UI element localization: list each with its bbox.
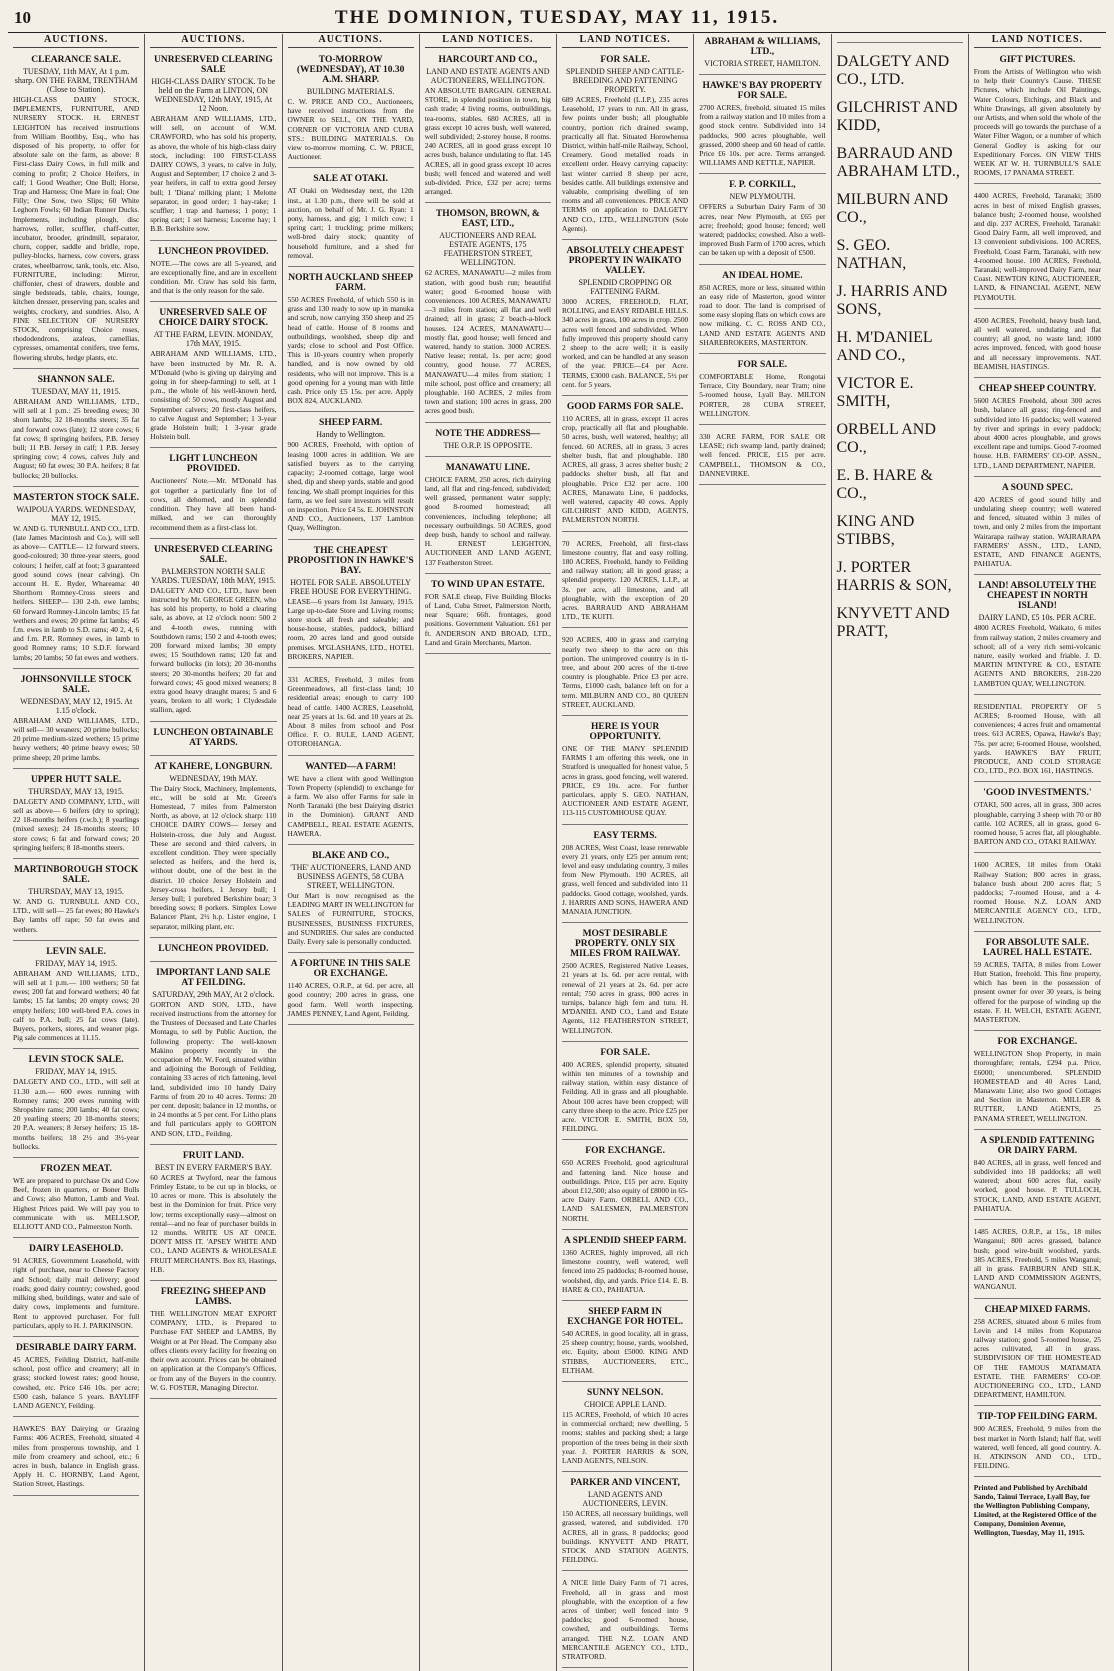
ad-heading: TO WIND UP AN ESTATE. <box>431 579 545 590</box>
advertisement <box>562 1475 688 1571</box>
newspaper-title: THE DOMINION, TUESDAY, MAY 11, 1915. <box>334 7 780 28</box>
advertisement <box>13 52 139 369</box>
column-header: LAND NOTICES. <box>562 34 688 48</box>
ad-subheading: FRIDAY, MAY 14, 1915. <box>35 1067 117 1077</box>
ad-body: 4400 ACRES, Freehold, Taranaki; 3500 acres in best of mixed English grasses, balance bush; 2-roomed house, woolshed and dip. 237 ACRES, Freehold, Taranaki: Good Dairy Farm, all well improved, and 13 convenient subdivisions. 100 ACRES, Freehold, Coast Farm, Taranaki, with new 4-roomed house. 100 ACRES, Freehold, Taranaki; well-improved Dairy Farm, near Coast. NEWTON KING, AUCTIONEER, LAND, & FINANCIAL AGENT, NEW PLYMOUTH. <box>973 191 1101 302</box>
columns-container <box>8 34 1106 1661</box>
ad-heading: UNRESERVED CLEARING SALE <box>154 55 273 75</box>
ad-body: W. AND G. TURNBULL AND CO., LTD., will sell— 25 fat ewes; 80 Hawke's Bay lambs off rape; 50 fat ewes and wethers. <box>13 897 140 934</box>
ad-body: 91 ACRES, Government Leasehold, with right of purchase, near to Cheese Factory and School; daily mail delivery; good roads; good dairy country; cowshed, good milking shed, buildings, water and sale of dairy cows, implements and furniture. Rent to approved purchaser. For full particulars, apply to H. J. PARKINSON. <box>13 1256 140 1330</box>
ad-heading: GIFT PICTURES. <box>999 55 1076 65</box>
ad-body: A NICE little Dairy Farm of 71 acres, Freehold, all in grass and most ploughable, with the exception of a few acres of timber; well fenced into 9 paddocks; good 6-roomed house, cowshed, and outbuildings. Terms arranged. THE N.Z. LOAN AND MERCANTILE AGENCY CO., LTD., STRATFORD. <box>562 1578 689 1661</box>
advertisement <box>288 671 414 756</box>
advertisement <box>425 577 551 654</box>
ad-body: 400 ACRES, splendid property, situated within ten minutes of a township and railway station, within easy distance of Feilding. All in grass and all ploughable. About 100 acres have been cropped; will carry three sheep to the acre. Price £25 per acre. VICTOR E. SMITH, BOX 59, FEILDING. <box>562 1059 689 1134</box>
ad-heading: IMPORTANT LAND SALE AT FEILDING. <box>156 967 271 988</box>
advertisement <box>150 725 276 756</box>
advertisement <box>150 1284 276 1399</box>
column-6 <box>694 34 831 1671</box>
ad-subheading: THURSDAY, MAY 13, 1915. <box>28 786 124 796</box>
ad-body: 1360 ACRES, highly improved, all rich limestone country, well watered, well fenced into 25 paddocks; 8-roomed house, woolshed, dip, and yards. Price £14. E. B. HARE & CO., PAHIATUA. <box>562 1247 689 1294</box>
column-header: LAND NOTICES. <box>974 34 1101 48</box>
firm-name: VICTOR E. SMITH, <box>836 375 914 410</box>
ad-body: HIGH-CLASS DAIRY STOCK, IMPLEMENTS, FURNITURE, AND NURSERY STOCK. H. ERNEST LEIGHTON has received instructions from William Boothby, Esq., who has disposed of his property, to offer for absolute sale on the farm, as above: 8 First-class Dairy Cows, in full milk and coming to profit; 2 Choice Heifers, in calf; 1 Good Weather; One Bull; Horse, Trap and Harness; One Mare in foal; One Filly; One Sow, two Slips; 60 White Leghorn Fowls; 60 Indian Runner Ducks. Implements, including plough, disc harrows, roller, scuffler, chaff-cutter, incubator, brooder, grindmill, separator, churn, copper, saddle and bridle, rope, pulley-blocks, harness, cow covers, grass crates, wheelbarrow, tank, tools, etc. Also, FURNITURE, including: Mirror, chiffonier, chest of drawers, double and single bedsteads, table, chairs, lounge, kitchen dresser, preserving pan, scales and weights, crockery, and sundries. Also, A FINE SELECTION OF NURSERY STOCK, comprising Choice roses, rhododendrons, azaleas, camellias, cypresses, ornamental conifers, tree ferns, flowering shrubs, hedge plants, etc. <box>13 95 140 362</box>
ad-subheading: NEW PLYMOUTH. <box>729 192 796 202</box>
ad-body: 59 ACRES, TAITA, 8 miles from Lower Hutt Station, freehold. This fine property, which has been in the possession of present owner for over 30 years, is being offered for the purpose of winding up the estate. F. H. WELCH, ESTATE AGENT, MASTERTON. <box>973 959 1101 1025</box>
ad-body: 60 ACRES at Twyford, near the famous Frimley Estate, to be cut up in blocks, or 10 acres or more. This is absolutely the best in the Dominion for fruit. Price very low; terms exceptionally easy—almost on rental—and no fear of purchaser builds in 12 months. WRITE US AT ONCE. DON'T MISS IT. 'APSEY WHITE AND CO., LAND AGENTS & WHOLESALE FRUIT MERCHANTS. Box 83, Hastings, H.B. <box>150 1172 277 1274</box>
ad-heading: HAWKE'S BAY PROPERTY FOR SALE. <box>702 81 823 101</box>
ad-heading: DAIRY LEASEHOLD. <box>28 1244 124 1255</box>
ad-subheading: FRIDAY, MAY 14, 1915. <box>35 958 117 968</box>
ad-body: 689 ACRES, Freehold (L.I.P.), 235 acres Leasehold, 17 years to run. All in grass, few points under bush; all ploughable country, portion rich drained swamp, practically all flat. Situated Horowhenua District, within half-mile Railway, School, Creamery. Good metalled roads in excellent order. Heavy carrying capacity: last winter carried 8 sheep per acre, besides cattle. All buildings extensive and valuable, comprising dwelling of ten rooms and all conveniences. PRICE AND TERMS on application to DALGETY AND CO., LTD., WELLINGTON (Sole Agents). <box>562 95 689 233</box>
ad-subheading: THURSDAY, MAY 13, 1915. <box>28 887 124 896</box>
ad-subheading: TUESDAY, 11th MAY, At 1 p.m. sharp. ON THE FARM, TRENTHAM (Close to Station). <box>14 67 138 94</box>
advertisement <box>562 399 688 531</box>
column-header: LAND NOTICES. <box>425 34 551 48</box>
ad-body: 900 ACRES, Freehold, with option of leasing 1000 acres in addition. We are satisfied buyers as to the carrying capacity; 2-roomed cottage, large wool shed, dip and sheep yards, stable and good fencing. We shall prompt inquiries for this farm, as we feel sure investors will result on inspection. Price £4 5s. E. JOHNSTON AND CO., Auctioneers, 137 Lambton Quay, Wellington. <box>287 440 414 533</box>
ad-subheading: THE O.R.P. IS OPPOSITE. <box>443 440 533 450</box>
ad-heading: HARCOURT AND CO., <box>438 55 538 65</box>
advertisement <box>13 862 139 941</box>
ad-heading: UPPER HUTT SALE. <box>30 774 122 785</box>
column-header: AUCTIONS. <box>150 34 276 48</box>
advertisement <box>699 357 825 425</box>
advertisement <box>562 535 688 629</box>
ad-heading: FOR SALE. <box>737 360 788 371</box>
ad-heading: LEVIN STOCK SALE. <box>28 1055 124 1066</box>
ad-subheading: Handy to Wellington. <box>316 430 385 440</box>
ad-subheading: SATURDAY, 29th MAY, At 2 o'clock. <box>152 989 275 999</box>
ad-body: ABRAHAM AND WILLIAMS, LTD., will sell, on account of W.M. CRAWFORD, who has sold his property, as above, the whole of his high-class dairy stock, including: 100 FIRST-CLASS DAIRY COWS, 3 years, to calve in July, August and September; 17 choice 2 and 3-year heifers, in calf to extra good Jersey bull; 1 'Diana' milking plant; 1 Melotte separator, in good order; 1 hay-rake; 1 scuffler; 1 trap and harness; 1 pony; 1 spring cart; 1 set harness; Lucerne hay; 1 B.B. Berkshire sow. <box>150 114 277 234</box>
advertisement <box>13 944 139 1050</box>
ad-heading: LEVIN SALE. <box>46 946 106 957</box>
ad-heading: TO-MORROW (WEDNESDAY), AT 10.30 A.M. SHARP. <box>296 55 405 85</box>
column-5 <box>557 34 694 1671</box>
ad-body: 650 ACRES Freehold, good agricultural and fattening land. Nice house and outbuildings. Price, £15 per acre. Equity about £12,500; also equity of £8000 in 65-acre Dairy Farm. ORBELL AND CO., LAND SALESMEN, PALMERSTON NORTH. <box>562 1158 689 1223</box>
ad-body: 550 ACRES Freehold, of which 550 is in grass and 130 ready to sow up in manuka and scrub, now carrying 350 sheep and 25 head of cattle. House of 8 rooms and outbuildings, woolshed, sheep dip and yards; close to school and Post Office. This is 10-years country when properly handled, and is now owned by old residents, who will not improve. This is a good opening for a young man with little cash. Price only £5 15s. per acre. Apply BOX 824, AUCKLAND. <box>287 295 414 406</box>
ad-heading: THE CHEAPEST PROPOSITION IN HAWKE'S BAY. <box>287 545 414 576</box>
ad-heading: LUNCHEON OBTAINABLE AT YARDS. <box>153 727 274 748</box>
advertisement <box>974 187 1101 308</box>
ad-body: 45 ACRES, Feilding District, half-mile school, post office and creamery; all in grass; stocked lowest rates; good house, cowshed, etc. Price £46 10s. per acre; £500 cash, balance 5 years. BAYLIFF LAND AGENCY, Feilding. <box>13 1354 140 1410</box>
firm-name: BARRAUD AND ABRAHAM LTD., <box>836 145 960 180</box>
column-header: AUCTIONS. <box>288 34 414 48</box>
ad-heading: LUNCHEON PROVIDED. <box>158 246 269 257</box>
advertisement <box>150 941 276 962</box>
ad-heading: SHEEP FARM. <box>319 418 383 429</box>
firm-name: KNYVETT AND PRATT, <box>836 605 950 640</box>
ad-body: Our Mart is now recognised as the LEADING MART IN WELLINGTON for SALES of FURNITURE, STOCKS, BUSINESSES, BUSINESS FIXTURES, and SUNDRIES. Our sales are conducted Daily. Every sale is personally conducted. <box>287 890 414 946</box>
advertisement <box>562 52 688 240</box>
ad-heading: FOR SALE. <box>600 1047 650 1058</box>
advertisement <box>699 177 825 264</box>
ad-subheading: 'THE' AUCTIONEERS, LAND AND BUSINESS AGENTS, 58 CUBA STREET, WELLINGTON. <box>290 862 411 890</box>
firm-name: J. HARRIS AND SONS, <box>836 283 948 318</box>
advertisement <box>562 1304 688 1382</box>
advertisement <box>562 1385 688 1472</box>
advertisement <box>288 270 414 412</box>
ad-heading: 'GOOD INVESTMENTS.' <box>983 788 1092 799</box>
ad-heading: FRUIT LAND. <box>182 1150 244 1161</box>
advertisement <box>974 856 1101 931</box>
ad-subheading: PALMERSTON NORTH SALE YARDS. TUESDAY, 18th MAY, 1915. <box>150 566 276 585</box>
ad-body: 4800 ACRES Freehold, Waikato, 6 miles from railway station, 2 miles creamery and school; all of a very rich semi-volcanic nature, easily worked and friable. J. D. MARTIN M'INTYRE & CO., ESTATE AGENTS AND BROKERS, 218-220 LAMBTON QUAY, WELLINGTON. <box>973 623 1101 688</box>
printer-imprint: Printed and Published by Archibald Sando, Tainui Terrace, Lyall Bay, for the Wellington Publishing Company, Limited, at the Registered Office of the Company, Dominion Avenue, Wellington, Tuesday, May 11, 1915. <box>973 1483 1097 1538</box>
ad-body: AT Otaki on Wednesday next, the 12th inst., at 1.30 p.m., there will be sold at auction, on behalf of Mr. J. G. Ryan: 1 pony, harness, and gig; 1 milch cow; 1 spring cart; 1 truckling; prime milkers; well-bred dairy stock; quantity of household furniture, and a shed for removal. <box>287 186 414 260</box>
advertisement <box>699 268 825 354</box>
ad-body: From the Artists of Wellington who wish to help their Country's Cause. THESE Pictures, which include Oil Paintings, Water Colours, Etchings, and Black and White Drawings, all given absolutely by our Artists, and when sold the whole of the proceeds will go towards the purchase of a Water Filter Wagon, or a number of which General Godley is asking for our Expeditionary Forces. ON VIEW THIS WEEK AT W. H. TURNBULL'S SALE ROOMS, 17 PANAMA STREET. <box>973 67 1101 178</box>
advertisement <box>150 1148 276 1281</box>
ad-body: WELLINGTON Shop Property, in main thoroughfare; rentals, £294 p.a. Price, £6000; unencumbered. SPLENDID HOMESTEAD and 40 Acres Land, Manawatu Line; also two good Cottages and Section in Masterton. MILLER & RUTTER, LAND AGENTS, 25 PANAMA STREET, WELLINGTON. <box>973 1049 1101 1123</box>
ad-subheading: TUESDAY, MAY 11, 1915. <box>31 386 121 396</box>
advertisement <box>562 1233 688 1301</box>
ad-heading: WANTED—A FARM! <box>305 761 397 772</box>
ad-subheading: SPLENDID CROPPING OR FATTENING FARM. <box>578 278 672 297</box>
advertisement <box>150 542 276 722</box>
ad-heading: UNRESERVED SALE OF CHOICE DAIRY STOCK. <box>158 308 268 329</box>
ad-body: W. AND G. TURNBULL AND CO., LTD. (late James Macintosh and Co.), will sell as above— CATTLE— 12 forward steers, good-coloured; 30 three-year steers, good colours; 1 heifer, calf at foot; 3 guaranteed good sound cows (near calving). On account H. E. Ryder, Whareama: 40 Shorthorn Romney-Cross steers and heifers. SHEEP— 130 2-th. ewe lambs; 60 forward Romney-Lincoln lambs; 15 fat wethers and ewes; 20 prime fat lambs; 45 f.m. ewes in lamb to S.D. rams; 40 2, 4, 6 and f.m. P.R. Romney ewes, in lamb to good Romney rams; 10 S.D.F. forward lambs; 20 lambs; 50 fat ewes and wethers. <box>13 523 140 662</box>
advertisement <box>425 460 551 574</box>
column-header: AUCTIONS. <box>13 34 139 48</box>
ad-heading: FOR ABSOLUTE SALE. LAUREL HALL ESTATE. <box>983 937 1092 958</box>
advertisement <box>562 243 688 396</box>
ad-heading: AN IDEAL HOME. <box>722 270 803 281</box>
ad-body: ABRAHAM AND WILLIAMS, LTD., have been instructed by Mr. R. A. M'Donald (who is giving up dairying and going in for sheep-farming) to sell, at 1 p.m., the whole of his well-known herd, consisting of: 50 cows, mostly August and September calvers; 20 first-class heifers, to calve August and September; 1 3-year grade Holstein bull; 1 3-year grade Holstein bull. <box>150 349 277 442</box>
advertisement <box>974 1034 1101 1130</box>
ad-heading: ABSOLUTELY CHEAPEST PROPERTY IN WAIKATO VALLEY. <box>566 246 684 277</box>
advertisement <box>288 171 414 267</box>
advertisement <box>13 372 139 487</box>
ad-body: OFFERS a Suburban Dairy Farm of 30 acres, near New Plymouth, at £65 per acre; freehold; good house; fenced; well watered; paddocks; cowshed. Also a well-improved Bush Farm of 1700 acres, which can be taken up with a deposit of £500. <box>699 202 826 258</box>
advertisement <box>699 78 825 174</box>
ad-subheading: BEST IN EVERY FARMER'S BAY. <box>154 1162 272 1172</box>
ad-body: 540 ACRES, in good locality, all in grass, 25 sheep country; house, yards, woolshed, etc. Equity, about £5000. KING AND STIBBS, AUCTIONEERS, ETC., ELTHAM. <box>562 1328 689 1375</box>
column-7 <box>832 34 969 1671</box>
ad-heading: A SOUND SPEC. <box>1001 482 1073 493</box>
advertisement <box>562 828 688 924</box>
ad-body: ONE OF THE MANY SPLENDID FARMS I am offering this week, one in Stratford is unequalled for honest value, 5 acres in grass, good fencing, well watered. PRICE, £9 10s. acre. For further particulars, apply S. GEO. NATHAN, AUCTIONEER AND ESTATE AGENT, 113-115 CUSTOMHOUSE QUAY. <box>562 743 689 818</box>
ad-body: Auctioneers' Note.—Mr. M'Donald has got together a particularly fine lot of cows, all dehorned, and in splendid condition. They have all been hand-milked, and we can thoroughly recommend them as a first-class lot. <box>150 476 277 532</box>
ad-heading: AT KAHERE, LONGBURN. <box>154 761 273 772</box>
advertisement <box>288 956 414 1025</box>
ad-heading: NOTE THE ADDRESS— <box>435 428 541 439</box>
ad-heading: BLAKE AND CO., <box>312 850 390 861</box>
column-8 <box>969 34 1106 1671</box>
ad-body: COMFORTABLE Home, Rongotai Terrace, City Boundary, near Tram; nine 5-roomed house, Lyall Bay. MILTON PORTER, 28 CUBA STREET, WELLINGTON. <box>699 372 826 418</box>
advertisement <box>974 578 1101 694</box>
ad-body: 208 ACRES, West Coast, lease renewable every 21 years, only £25 per annum rent; level and easy undulating country, 3 miles from New Plymouth. 190 ACRES, all grass, well fenced and subdivided into 11 paddocks. Good cottage, woolshed, yards. J. HARRIS AND SONS, HAWERA AND MANAIA JUNCTION. <box>562 842 689 917</box>
advertisement <box>425 206 551 422</box>
advertisement <box>562 926 688 1042</box>
advertisement <box>562 1143 688 1229</box>
ad-body: 840 ACRES, all in grass, well fenced and subdivided into 18 paddocks; all well watered; about 600 acres flat, easily worked, good house. P. TULLOCH, STOCK, LAND, AND ESTATE AGENT, PAHIATUA. <box>973 1157 1101 1213</box>
ad-heading: GOOD FARMS FOR SALE. <box>566 402 684 413</box>
firm-name: H. M'DANIEL AND CO., <box>836 329 933 364</box>
advertisement <box>288 415 414 539</box>
ad-heading: FREEZING SHEEP AND LAMBS. <box>160 1287 266 1308</box>
firm-name: MILBURN AND CO., <box>836 191 949 226</box>
ad-heading: A FORTUNE IN THIS SALE OR EXCHANGE. <box>290 959 411 980</box>
advertisement <box>150 305 276 448</box>
ad-body: DALGETY AND CO., LTD., have been instructed by Mr. GEORGE GREEN, who has sold his property, to hold a clearing sale, as above, at 12 o'clock noon: 500 2 and 4-tooth ewes, running with Southdown rams; 150 2 and 4-tooth ewes; 200 forward mixed lambs; 30 empty ewes; 15 Southdown rams; 120 fat and forward bullocks (in lots); 20 30-months steers; 20 30-months heifers; 20 fat and forward cows; 45 good mixed weaners; 8 extra good heavy draught mares; 5 and 6 years, broken to all work; 1 Clydesdale stallion, aged. <box>150 585 277 715</box>
ad-body: OTAKI, 500 acres, all in grass, 300 acres ploughable, carrying 3 sheep with 70 or 80 cattle. 102 ACRES, all in grass, good 6-roomed house, 5 acres flat, all ploughable. BARTON AND CO., OTAKI RAILWAY. <box>973 800 1101 847</box>
ad-heading: MOST DESIRABLE PROPERTY. ONLY SIX MILES FROM RAILWAY. <box>570 929 681 960</box>
firm-name: ORBELL AND CO., <box>836 421 936 456</box>
advertisement <box>974 1223 1101 1298</box>
advertisement <box>562 631 688 716</box>
advertisement <box>13 772 139 859</box>
advertisement <box>288 759 414 845</box>
ad-heading: UNRESERVED CLEARING SALE. <box>154 544 273 565</box>
ad-heading: SALE AT OTAKI. <box>313 174 388 185</box>
ad-heading: LIGHT LUNCHEON PROVIDED. <box>169 454 258 475</box>
advertisement <box>974 381 1101 477</box>
ad-body: LEASE—6 years from 1st January, 1915. Large up-to-date Store and Living rooms; store stock all fresh and saleable; and house-house, stables, paddock, billiard room, 20 acres land and good outside premises. M'GLASHANS, LTD., HOTEL BROKERS, NAPIER. <box>287 596 414 661</box>
ad-body: C. W. PRICE AND CO., Auctioneers, have received instructions from the OWNER to SELL, ON THE YARD, CORNER OF VICTORIA AND CUBA STS.: BUILDING MATERIALS. On view to-morrow morning. C. W. PRICE, Auctioneer. <box>287 97 414 162</box>
advertisement <box>150 451 276 538</box>
ad-heading: FOR SALE. <box>600 55 650 65</box>
page-number: 10 <box>14 8 31 27</box>
advertisement <box>974 1409 1101 1477</box>
ad-heading: CHEAP SHEEP COUNTRY. <box>978 384 1097 395</box>
ad-subheading: WAIPOUA YARDS. WEDNESDAY, MAY 12, 1915. <box>16 504 136 523</box>
ad-subheading: CHOICE APPLE LAND. <box>584 1399 667 1409</box>
firm-name: E. B. HARE & CO., <box>836 467 933 502</box>
ad-body: 330 ACRE FARM, FOR SALE OR LEASE; rich swamp land, partly drained; well fenced. PRICE, £15 per acre. CAMPBELL, THOMSON & CO., DANNEVIRKE. <box>699 432 826 478</box>
ad-heading: LUNCHEON PROVIDED. <box>158 943 269 954</box>
ad-subheading: WEDNESDAY, 19th MAY. <box>169 773 258 783</box>
advertisement <box>13 1340 139 1417</box>
advertisement <box>974 785 1101 853</box>
advertisement <box>150 52 276 241</box>
ad-body: ABRAHAM AND WILLIAMS, LTD., will sell at 1 p.m.— 100 wethers; 50 fat ewes; 200 fat and forward wethers; 40 fat lambs; 15 fat lambs; 20 empty cows; 20 empty heifers; 100 well-bred P.A. cows in calf to P.A. bull; 25 fat cows (late). Buyers, porkers, stores, and weaner pigs. Pig sale commences at 11.15. <box>13 968 140 1043</box>
advertisement <box>13 490 139 669</box>
advertisement <box>150 244 276 303</box>
ad-heading: FROZEN MEAT. <box>40 1164 112 1175</box>
ad-body: 2700 ACRES, freehold, situated 15 miles from a railway station and 10 miles from a good stock centre. Subdivided into 14 paddocks, 900 acres ploughable, well grassed, 2000 sheep and 60 head of cattle. Price £6 10s. per acre. Terms arranged. WILLIAMS AND KETTLE, NAPIER. <box>699 103 826 168</box>
ad-body: WE have a client with good Wellington Town Property (splendid) to exchange for a farm. We also offer Farms for sale in North Taranaki (the best Dairying district in the Dominion). GRANT AND CAMPBELL, REAL ESTATE AGENTS, HAWERA. <box>287 773 414 838</box>
ad-body: The Dairy Stock, Machinery, Implements, etc., will be sold at Mr. Green's Homestead, 7 miles from Palmerston North, as above, at 12 o'clock sharp: 110 CHOICE DAIRY COWS— Jersey and Holstein-cross, due July and August. These are second and third calvers, in excellent condition. They were specially selected as heifers, and the herd is, without doubt, one of the best in the district. 10 choice Jersey Holstein and Jersey-cross heifers, 1 Jersey bull; 1 Jersey bull; 1 purebred Berkshire boar; 3 breeding sows; 8 porkers. Simplex Lowe Balancer Plant, 2½ h.p. Lister engine, 1 separator, milking plant, etc. <box>150 783 277 931</box>
ad-subheading: HIGH-CLASS DAIRY STOCK. To be held on the Farm at LINTON, ON WEDNESDAY, 12th MAY, 1915, At 12 Noon. <box>151 77 276 113</box>
ad-subheading: BUILDING MATERIALS. <box>306 87 395 96</box>
firm-name: GILCHRIST AND KIDD, <box>836 99 958 134</box>
advertisement <box>699 34 825 75</box>
advertisement <box>13 1052 139 1158</box>
ad-body: 920 ACRES, 400 in grass and carrying nearly two sheep to the acre on this portion. The unimproved country is in ti-tree, and about 200 acres of the ti-tree country is ploughable. Price £3 per acre. Terms, £1000 cash, balance left on for a term. MILBURN AND CO., 80 QUEEN STREET, AUCKLAND. <box>562 635 689 709</box>
advertisement <box>974 1133 1101 1220</box>
ad-body: 420 ACRES of good sound hilly and undulating sheep country; well watered and fenced, situated within 3 miles of town, and only 2 miles from the important Wairarapa railway station. WAIRARAPA FARMERS' ASSN., LTD., LAND, ESTATE, AND FINANCE AGENTS, PAHIATUA. <box>973 494 1101 569</box>
ad-body: 1485 ACRES, O.R.P., at 15s., 18 miles Wanganui; 800 acres grassed, balance bush; good wire-built woolshed, yards. 385 ACRES, Freehold, 5 miles Wanganui; all in grass. FAIRBURN AND SILK, LAND AND COMMISSION AGENTS, WANGANUI. <box>973 1227 1101 1292</box>
ad-subheading: VICTORIA STREET, HAMILTON. <box>704 59 821 68</box>
ad-body: ABRAHAM AND WILLIAMS, LTD., will sell— 30 weaners; 20 prime bullocks; 20 prime medium-sized wethers; 15 prime heavy wethers; 40 prime heavy ewes; 50 prime sheep; 20 prime lambs. <box>13 715 140 762</box>
advertisement <box>562 719 688 825</box>
ad-body: ABRAHAM AND WILLIAMS, LTD., will sell at 1 p.m.: 25 breeding ewes; 30 shorn lambs; 32 18-months steers; 35 fat and forward cows (late); 12 store cows; 6 fat cows; 8 springing heifers, P.B. Jersey bull; 11 P.B. Jersey in calf; 1 P.B. Jersey springing cow; 4 cows, calves July and August; 60 fat ewes; 30 P.A. heifers; 8 fat bullocks; 20 bullocks. <box>13 396 140 480</box>
firm-name: J. PORTER HARRIS & SON, <box>836 559 952 594</box>
ad-body: 850 ACRES, more or less, situated within an easy ride of Masterton, good winter road to door. The land is comprised of some easy sloping flats on which cows are now milking. C. C. ROSS AND CO., LAND AND ESTATE AGENTS AND SHAREBROKERS, MASTERTON. <box>699 282 826 347</box>
ad-body: GORTON AND SON, LTD., have received instructions from the attorney for the Trustees of Deceased and Late Charles Montagu, to sell by Public Auction, the following property: The well-known Makino property recently in the occupation of Mr. W. Ford, situated within and adjoining the Borough of Feilding, containing 33 acres of rich fattening, level land, subdivided into 10 handy Dairy Farms of from 20 to 40 acres. Terms: 20 per cent. deposit; balance in 12 months, or in 24 months at 5 per cent. For Litho plans and full particulars apply to GORTON AND SON, LTD., Feilding. <box>150 999 277 1138</box>
advertisement <box>425 426 551 457</box>
column-4 <box>420 34 557 1671</box>
ad-heading: MASTERTON STOCK SALE. <box>13 492 139 503</box>
ad-body: DALGETY AND CO., LTD., will sell at 11.30 a.m.— 600 ewes running with Romney rams; 200 ewes running with Shropshire rams; 200 lambs; 40 fat cows; 20 yearling steers; 20 18-months steers; 20 P.A. weaners; 8 Jersey heifers; 15 18-months heifers; 18 2½ and 3½-year bullocks. <box>13 1077 140 1151</box>
ad-heading: SHEEP FARM IN EXCHANGE FOR HOTEL. <box>567 1306 684 1327</box>
ad-body: NOTE.—The cows are all 5-yeared, and are exceptionally fine, and are in excellent condition. Mr. Craw has sold his farm, and that is the only reason for the sale. <box>150 258 277 296</box>
advertisement <box>288 543 414 668</box>
ad-heading: EASY TERMS. <box>593 830 657 841</box>
advertisement <box>288 848 414 953</box>
advertisement <box>562 1045 688 1141</box>
ad-body: CHOICE FARM, 250 acres, rich dairying land, all flat and ring-fenced, subdivided; well grassed, permanent water supply; good 8-roomed homestead; all conveniences, including telephone; all necessary outbuildings. 50 ACRES, good deep bush, handy to school and railway. H. ERNEST LEIGHTON, AUCTIONEER AND LAND AGENT, 137 Featherston Street. <box>424 474 551 567</box>
ad-heading: CLEARANCE SALE. <box>31 55 121 65</box>
ad-heading: ABRAHAM & WILLIAMS, LTD., <box>704 37 821 57</box>
advertisement <box>974 698 1101 783</box>
advertisement <box>974 480 1101 576</box>
ad-body: 3000 ACRES, FREEHOLD, FLAT, ROLLING, and EASY RIDABLE HILLS. 340 acres in grass, 100 acres in crop. 2500 acres well fenced and subdivided. When fully improved this property should carry 2 sheep to the acre well; it is easily worked, and can be handled at any season of the year. PRICE—£4 per Acre. TERMS, £3000 cash. BALANCE, 5½ per cent. for 5 years. <box>562 297 689 389</box>
column-3 <box>283 34 420 1671</box>
ad-body: 70 ACRES, Freehold, all first-class limestone country, flat and easy rolling. 180 ACRES, Freehold, handy to Feilding and railway station; all in good grass; a splendid property. 120 ACRES, L.I.P., at 3s. per acre, all limestone, and all ploughable, with the exception of 20 acres. BARRAUD AND ABRAHAM LTD., TE KUITI. <box>562 538 689 622</box>
ad-heading: SUNNY NELSON. <box>587 1387 664 1398</box>
ad-heading: FOR EXCHANGE. <box>585 1146 665 1157</box>
ad-heading: DESIRABLE DAIRY FARM. <box>15 1342 137 1353</box>
advertisement <box>288 52 414 168</box>
advertisement <box>150 759 276 938</box>
column-1 <box>8 34 145 1671</box>
ad-heading: F. P. CORKILL, <box>729 180 796 191</box>
ad-heading: SHANNON SALE. <box>37 374 115 385</box>
ad-subheading: AT THE FARM, LEVIN. MONDAY, 17th MAY, 1915. <box>153 330 274 349</box>
ad-heading: HERE IS YOUR OPPORTUNITY. <box>589 721 661 742</box>
ad-heading: LAND! ABSOLUTELY THE CHEAPEST IN NORTH ISLAND! <box>978 581 1097 612</box>
advertisement <box>974 52 1101 184</box>
ad-heading: MARTINBOROUGH STOCK SALE. <box>13 865 139 885</box>
ad-heading: FOR EXCHANGE. <box>997 1037 1078 1048</box>
ad-subheading: WEDNESDAY, MAY 12, 1915. At 1.15 o'clock. <box>20 696 133 715</box>
ad-body: 115 ACRES, Freehold, of which 10 acres in commercial orchard; new dwelling, 5 rooms; stables and packing shed; a large proportion of the trees being in their sixth year. J. PORTER HARRIS & SON, LAND AGENTS, NELSON. <box>562 1409 689 1465</box>
ad-body: 150 ACRES, all necessary buildings, well grassed, watered, and subdivided. 170 ACRES, all in grass, 8 paddocks; good buildings. KNYVETT AND PRATT, STOCK AND STATION AGENTS, FEILDING. <box>562 1509 689 1565</box>
advertisement <box>837 34 963 43</box>
firm-name: S. GEO. NATHAN, <box>836 237 907 272</box>
ad-subheading: SPLENDID SHEEP AND CATTLE-BREEDING AND FATTENING PROPERTY. <box>566 67 685 94</box>
firm-name: KING AND STIBBS, <box>836 513 915 548</box>
ad-heading: TIP-TOP FEILDING FARM. <box>977 1412 1098 1423</box>
advertisement <box>699 428 825 485</box>
ad-body: THE WELLINGTON MEAT EXPORT COMPANY, LTD., is Prepared to Purchase FAT SHEEP and LAMBS, By Weight or at Per Head. The Company also offers clients every facility for freezing on their own account. Prices can be obtained on application at the Company's Offices, or from any of the Buyers in the country. W. G. FOSTER, Managing Director. <box>150 1309 277 1392</box>
advertisement <box>562 1574 688 1668</box>
ad-body: DALGETY AND COMPANY, LTD., will sell as above— 6 heifers (dry to spring); 22 18-months heifers (r.w.b.); 8 yearlings (mixed sexes); 24 18-months steers; 10 store cows; 6 fat and forward cows; 20 springing heifers; 8 18-months steers. <box>13 796 140 852</box>
ad-heading: MANAWATU LINE. <box>445 462 531 473</box>
ad-subheading: DAIRY LAND, £5 10s. PER ACRE. <box>978 613 1097 623</box>
ad-body: 110 ACRES, all in grass, except 11 acres crop, practically all flat and ploughable. 50 acres, bush, well watered, healthy; all fenced. 60 ACRES, all in grass, 3 acres shelter bush, flat and ploughable. 180 ACRES, all grass, 3 acres shelter bush; 2 paddocks shelter bush, all flat and ploughable. Price £32 per acre. 100 ACRES, Manawatu Line, 6 paddocks, well watered, capacity 40 cows. Apply GILCHRIST AND KIDD, AGENTS, PALMERSTON NORTH. <box>562 414 689 525</box>
ad-body: 900 ACRES, Freehold, 9 miles from the best market in North Island; half flat, well watered, well fenced, all good country. A. H. ATKINSON AND CO., LTD., FEILDING. <box>973 1424 1101 1471</box>
ad-body: 1600 ACRES, 18 miles from Otaki Railway Station; 800 acres in grass, balance bush about 200 acres flat; 5 paddocks; 7-roomed House, and a 4-roomed House. N.Z. LOAN AND MERCANTILE AGENCY CO., LTD., WELLINGTON. <box>973 860 1101 925</box>
advertisement <box>13 1241 139 1337</box>
advertisement <box>974 935 1101 1031</box>
advertisement <box>974 1302 1101 1407</box>
ad-body: HAWKE'S BAY Dairying or Grazing Farms: 406 ACRES, Freehold, situated 4 miles from prosperous township, and 1 mile from creamery and school, etc.; 6 acres in bush, balance in English grass. Apply H. C. HORNBY, Land Agent, Station Street, Hastings. <box>13 1424 140 1489</box>
ad-body: 5600 ACRES Freehold, about 300 acres bush, balance all grass; ring-fenced and subdivided into 16 paddocks; well watered by river and springs in every paddock; about 4000 acres ploughable, and grows excellent rape and turnips. Good 7-roomed house. H.B. FARMERS' CO-OP. ASSN., LTD., LAND DEPARTMENT, NAPIER. <box>973 396 1101 470</box>
ad-body: AN ABSOLUTE BARGAIN. GENERAL STORE, in splendid position in town, big cash trade; 4 living rooms, outbuildings, tea-rooms, stables. 680 ACRES, all in grass except 10 acres bush, well watered, well subdivided; 2-storey house, 8 rooms. 240 ACRES, all in good grass except 10 acres bush, balance undulating to flat. 145 ACRES, all in good grass except 10 acres bush; well fenced and watered and well sub-divided. Price, £32 per acre; terms arranged. <box>424 86 551 197</box>
ad-subheading: AUCTIONEERS AND REAL ESTATE AGENTS, 175 FEATHERSTON STREET, WELLINGTON. <box>439 231 537 268</box>
advertisement <box>974 312 1101 378</box>
ad-body: 62 ACRES, MANAWATU—2 miles from station, with good bush run; beautiful water; good 6-roomed house with conveniences. 100 ACRES, MANAWATU—3 miles from station; all flat and well drained; all in grass; 2 beach-a-block houses. 124 ACRES, MANAWATU—mostly flat, good house; well fenced and watered, handy to station. 3000 ACRES. Native lease; rental, 1s. per acre; good country, good house. 77 ACRES, MANAWATU—4 miles from station; 1 mile school, post office and creamery; all ploughable. 160 ACRES, 2 miles from town and station; 100 acres in grass, 200 acres good bush. <box>424 268 551 416</box>
ad-heading: THOMSON, BROWN, & EAST, LTD., <box>435 209 540 230</box>
advertisement <box>425 52 551 203</box>
advertisement <box>13 1420 139 1495</box>
ad-body: 2500 ACRES, Registered Native Leases, 21 years at 1s. 6d. per acre rental, with renewal of 21 years at 2s. 6d. per acre rental; 750 acres in grass, 800 acres in turnips, balance high fern and tutu. H. M'DANIEL AND CO., Land and Estate Agents, 112 FEATHERSTON STREET, WELLINGTON. <box>562 961 689 1035</box>
ad-subheading: HOTEL FOR SALE. ABSOLUTELY FREE HOUSE FOR EVERYTHING. <box>290 577 412 596</box>
masthead <box>8 6 1106 33</box>
ad-heading: CHEAP MIXED FARMS. <box>984 1304 1091 1315</box>
ad-heading: PARKER AND VINCENT, <box>570 1478 680 1489</box>
ad-heading: A SPLENDID SHEEP FARM. <box>563 1235 687 1246</box>
ad-subheading: LAND AND ESTATE AGENTS AND AUCTIONEERS, WELLINGTON. <box>426 67 550 85</box>
ad-body: 331 ACRES, Freehold, 3 miles from Greenmeadows, all first-class land; 10 residential areas; enough to carry 100 head of cattle. 1400 ACRES, Leasehold, near 25 years at 1s. 6d. and 10 years at 2s. About 8 miles from school and Post Office. F. O. RULE, LAND AGENT, OTOROHANGA. <box>287 674 414 749</box>
ad-body: WE are prepared to purchase Ox and Cow Beef, frozen in quarters, or Boner Bulls and Cows; also Mutton, Lamb and Veal. Highest Prices paid. We will pay you to communicate with us. MELLSOP, ELLIOTT AND CO., Palmerston North. <box>13 1176 140 1232</box>
advertisement <box>150 965 276 1145</box>
ad-body: 4500 ACRES, Freehold, heavy bush land, all well watered, undulating and flat country; all good, no waste land; 1000 acres improved, fenced, with good house and all necessary improvements. NAT. BEAMISH, HASTINGS. <box>973 315 1101 371</box>
ad-heading: A SPLENDID FATTENING OR DAIRY FARM. <box>980 1135 1095 1156</box>
ad-body: 258 ACRES, situated about 6 miles from Levin and 14 miles from Koputaroa railway station; good 5-roomed house, 25 acres cultivated, all in grass. SUBDIVISION OF THE HOMESTEAD OF THE FAMOUS MATAMATA ESTATE. THE FARMERS' CO-OP. AUCTIONEERING CO., LTD., LAND DEPARTMENT, HAMILTON. <box>973 1316 1101 1400</box>
firm-name: DALGETY AND CO., LTD. <box>836 53 950 88</box>
advertisement <box>13 672 139 769</box>
ad-body: 1140 ACRES, O.R.P., at 6d. per acre, all good country; 200 acres in grass, one good farm. Well worth inspecting. JAMES PENNEY, Land Agent, Feilding. <box>287 981 414 1018</box>
ad-body: RESIDENTIAL PROPERTY OF 5 ACRES; 8-roomed House, with all conveniences; 4 acres fruit and ornamental trees. 613 ACRES, Opawa, Hawke's Bay; 75s. per acre; 6-roomed House, woolshed, yards. HAWKE'S BAY FRUIT, PRODUCE, AND COLD STORAGE CO., LTD., P.O. BOX 161, HASTINGS. <box>973 701 1101 776</box>
ad-heading: JOHNSONVILLE STOCK SALE. <box>20 674 132 695</box>
ad-subheading: LAND AGENTS AND AUCTIONEERS, LEVIN. <box>582 1490 668 1509</box>
advertisement <box>13 1161 139 1238</box>
column-2 <box>145 34 282 1671</box>
ad-body: FOR SALE cheap, Five Building Blocks of Land, Cuba Street, Palmerston North, near Square; 66ft. frontages, good positions. Government Valuation. £61 per ft. ANDERSON AND BROAD, LTD., Land and Grain Merchants, Marton. <box>424 591 551 647</box>
ad-heading: NORTH AUCKLAND SHEEP FARM. <box>288 273 414 294</box>
